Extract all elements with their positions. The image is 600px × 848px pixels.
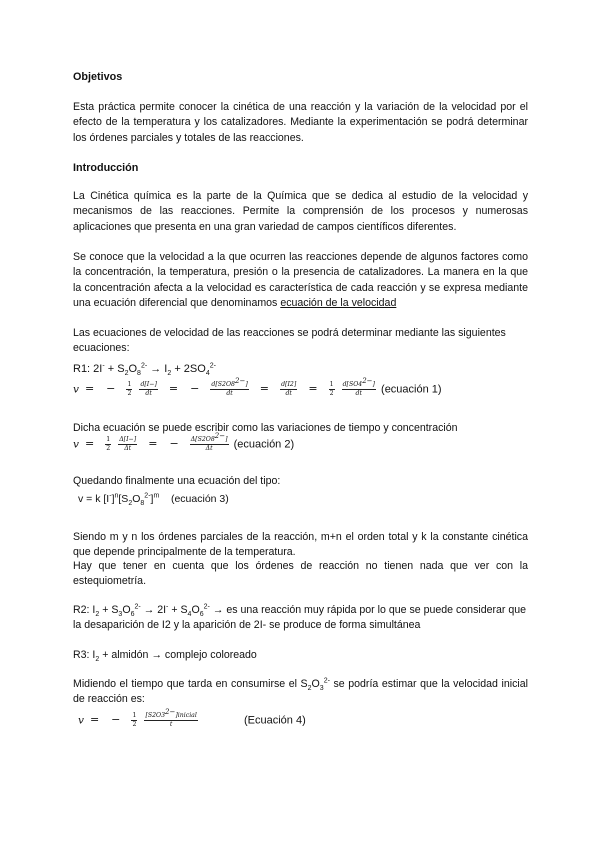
paragraph-intro-1: La Cinética química es la parte de la Química que se dedica al estudio de la velocidad y mecanismos de las reacciones. Permite la comprensión de los procesos y numerosas aplicaciones que presenta en una gran variedad de campos científicos diferentes.	[73, 190, 528, 233]
equation-3: v = k $[I^-]^n[S_2O_8^{2-}]^m$ (ecuación 3)	[78, 492, 229, 508]
equation-1: v = − $\frac{1}{2}$ $\frac{d[I-]}{dt}$ = − $\frac{d[S2O8^{2-}]}{dt}$ = $\frac{d[I2]}{dt}$ = $\frac{1}{2}$ $\frac{d[SO4^{2-}]}{dt}$ (ecuación 1)	[73, 377, 442, 398]
paragraph-midiendo: Midiendo el tiempo que tarda en consumirse el $S_2O_3^{2-}$ se podría estimar que la velocidad inicial de reacción es:	[73, 677, 528, 706]
paragraph-dicha: Dicha ecuación se puede escribir como las variaciones de tiempo y concentración	[73, 422, 458, 434]
heading-introduccion: Introducción	[73, 162, 139, 174]
r2-text: es una reacción muy rápida por lo que se puede considerar que la desaparición de I2 y la aparición de 2I- se produce de forma simultánea	[73, 604, 527, 632]
equation-1-label: (ecuación 1)	[381, 383, 442, 396]
paragraph-intro-3: Las ecuaciones de velocidad de las reacciones se podrá determinar mediante las siguientes ecuaciones:	[73, 327, 506, 355]
paragraph-objetivos: Esta práctica permite conocer la cinética de una reacción y la variación de la velocidad por el efecto de la temperatura y los catalizadores. Mediante la experimentación se podrá determinar los órdenes parciales y totales de las reacciones.	[73, 101, 528, 144]
reaction-r1: R1: $2I^- + S_2O_8^{2-} \to I_2 + 2SO_4^{2-}$	[73, 362, 216, 378]
equation-4-label: (Ecuación 4)	[243, 714, 306, 727]
equation-3-label: (ecuación 3)	[170, 493, 229, 505]
equation-2: v = $\frac{1}{2}$ $\frac{\Delta[I-]}{\Delta t}$ = − $\frac{\Delta[S2O8^{2-}]}{\Delta t}$ (ecuación 2)	[73, 432, 295, 453]
intro-2-text: Se conoce que la velocidad a la que ocurren las reacciones depende de algunos factores como la concentración, la temperatura, presión o la presencia de catalizadores. La manera en la que la concentración afecta a la velocidad es característica de cada reacción y se expresa mediante una ecuación diferencial que denominamos	[73, 251, 528, 310]
reaction-r2: R2: $I_2 + S_3O_6^{2-} \to 2I^- + S_4O_6^{2-}$ → es una reacción muy rápida por lo que se puede considerar que la desaparición de I2 y la aparición de 2I- se produce de forma simultánea	[73, 603, 527, 632]
paragraph-intro-2	[73, 250, 528, 312]
equation-2-label: (ecuación 2)	[233, 438, 295, 451]
ecuacion-velocidad-term: ecuación de la velocidad	[280, 297, 397, 310]
paragraph-siendo-1: Siendo m y n los órdenes parciales de la reacción, m+n el orden total y k la constante cinética que depende principalmente de la temperatura.	[73, 531, 528, 559]
equation-4: v = − $\frac{1}{2}$ $\frac{[S2O3^{2-}]inicial}{t}$ (Ecuación 4)	[78, 708, 306, 729]
paragraph-quedando: Quedando finalmente una ecuación del tipo:	[73, 475, 281, 487]
heading-objetivos: Objetivos	[73, 71, 123, 83]
reaction-r3: R3: $I_2$ + almidón → complejo coloreado	[73, 649, 257, 664]
paragraph-siendo-2: Hay que tener en cuenta que los órdenes de reacción no tienen nada que ver con la estequiometría.	[73, 560, 528, 588]
